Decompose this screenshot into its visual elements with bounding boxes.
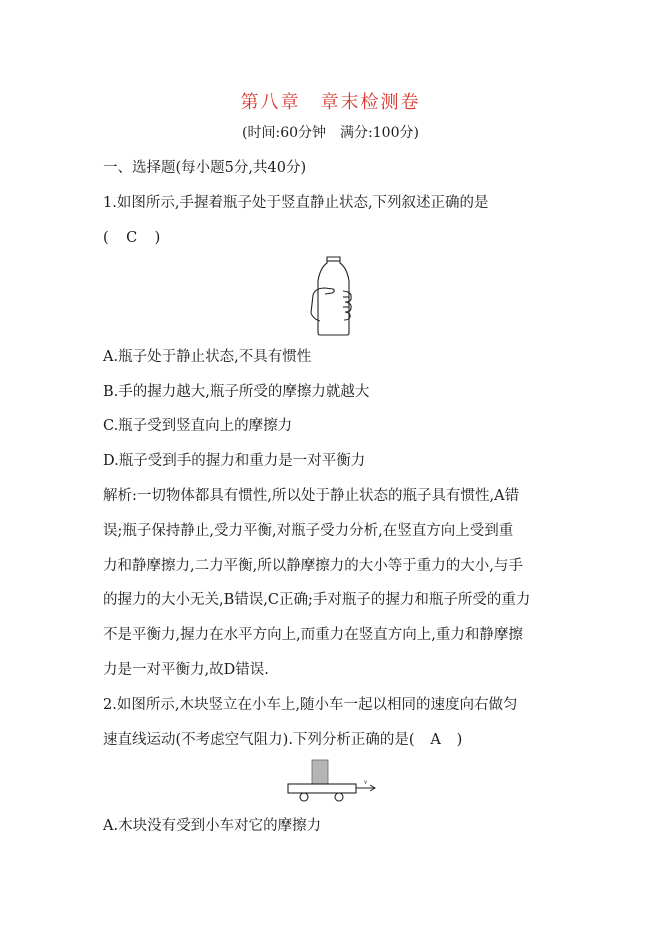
q1-option-a: A.瓶子处于静止状态,不具有惯性 xyxy=(103,349,312,365)
cart-wheel-right xyxy=(335,793,343,801)
q2-answer: A xyxy=(430,732,441,748)
q1-explanation-line-4: 的握力的大小无关,B错误,C正确;手对瓶子的握力和瓶子所受的重力 xyxy=(103,592,531,608)
q1-option-b: B.手的握力越大,瓶子所受的摩擦力就越大 xyxy=(103,384,370,400)
q1-option-c: C.瓶子受到竖直向上的摩擦力 xyxy=(103,418,293,434)
wooden-block xyxy=(312,760,328,784)
cart-body xyxy=(288,784,356,793)
q1-explanation-line-1: 解析:一切物体都具有惯性,所以处于静止状态的瓶子具有惯性,A错 xyxy=(103,488,520,504)
cart-wheel-left xyxy=(300,793,308,801)
q2-answer-close: ) xyxy=(456,732,463,748)
q2-stem-line-1: 2.如图所示,木块竖立在小车上,随小车一起以相同的速度向右做匀 xyxy=(103,697,518,713)
q1-explanation-line-2: 误;瓶子保持静止,受力平衡,对瓶子受力分析,在竖直方向上受到重 xyxy=(103,523,514,539)
q2-option-a: A.木块没有受到小车对它的摩擦力 xyxy=(103,818,322,834)
q1-explanation-line-3: 力和静摩擦力,二力平衡,所以静摩擦力的大小等于重力的大小,与手 xyxy=(103,558,523,574)
cart-block-figure xyxy=(284,758,380,806)
q1-answer: C xyxy=(126,230,138,246)
q2-stem-text: 速直线运动(不考虑空气阻力).下列分析正确的是( xyxy=(103,732,415,748)
q1-stem: 1.如图所示,手握着瓶子处于竖直静止状态,下列叙述正确的是 xyxy=(103,195,489,211)
bottle-hand-figure xyxy=(303,255,363,337)
q1-explanation-line-5: 不是平衡力,握力在水平方向上,而重力在竖直方向上,重力和静摩擦 xyxy=(103,627,523,643)
velocity-label: v xyxy=(364,778,368,786)
section-heading: 一、选择题(每小题5分,共40分) xyxy=(103,160,307,176)
q1-answer-blank xyxy=(103,228,160,248)
q1-option-d: D.瓶子受到手的握力和重力是一对平衡力 xyxy=(103,453,366,469)
page-title: 第八章 章末检测卷 xyxy=(240,92,421,113)
q1-explanation-line-6: 力是一对平衡力,故D错误. xyxy=(103,662,269,678)
q1-answer-open: ( xyxy=(103,230,109,246)
q2-stem-line-2 xyxy=(103,730,462,750)
q1-answer-close: ) xyxy=(154,230,161,246)
exam-info: (时间:60分钟 满分:100分) xyxy=(242,125,419,141)
